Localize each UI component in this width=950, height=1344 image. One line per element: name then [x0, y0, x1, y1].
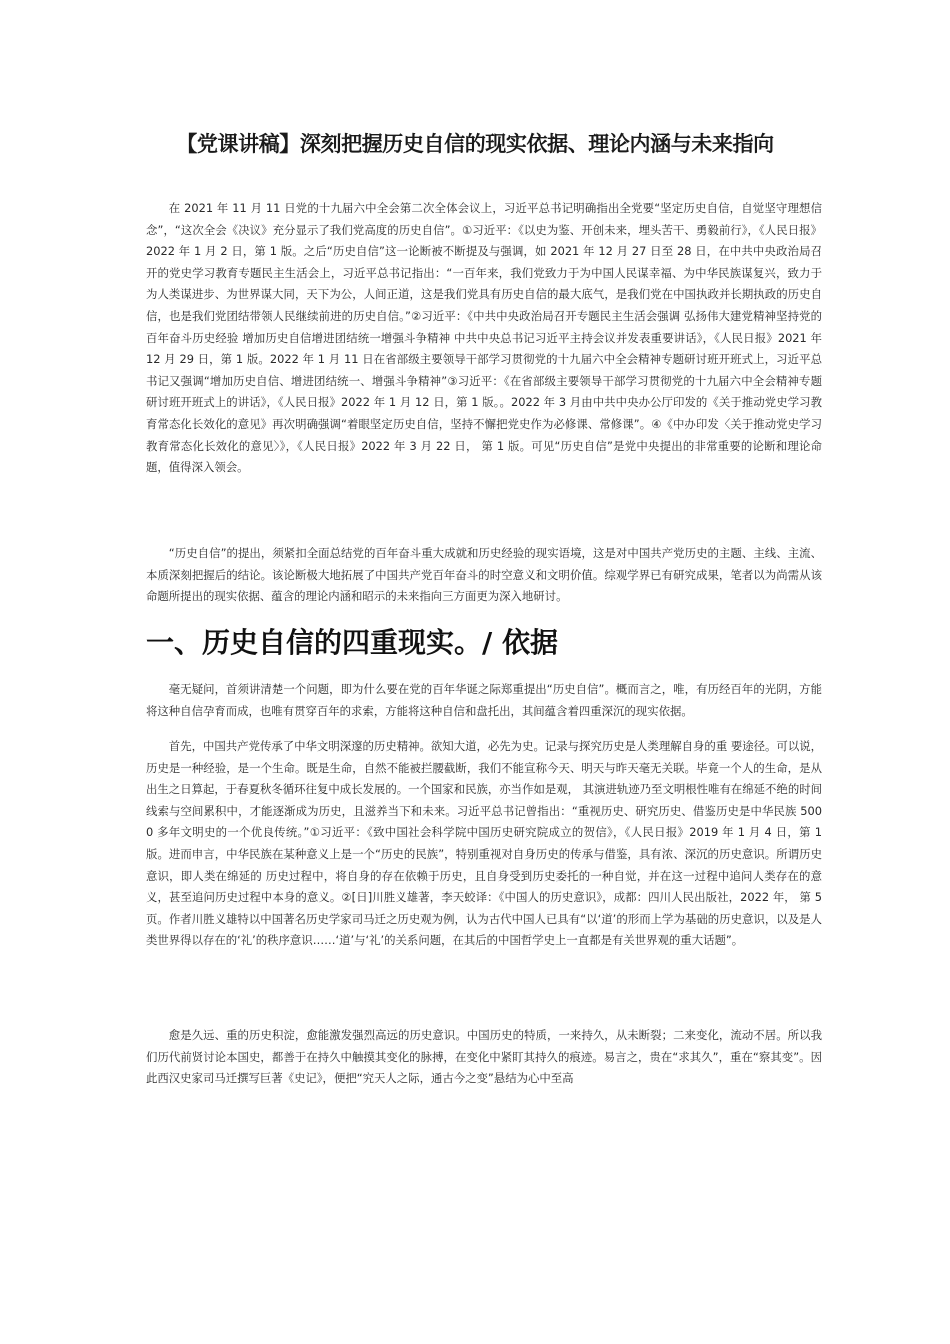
paragraph-history-depth: 愈是久远、重的历史积淀，愈能激发强烈高远的历史意识。中国历史的特质，一来持久，从未断裂；二来变化，流动不居。所以我们历代前贤讨论本国史，都善于在持久中触摸其变化的脉搏，在变化中紧盯其持久的痕迹。易言之，贵在“求其久”，重在“察其变”。因此西汉史家司马迁撰写巨著《史记》，便把“究天人之际，通古今之变”悬结为心中至高: [146, 1028, 822, 1086]
paragraph-section-intro: 毫无疑问，首须讲清楚一个问题，即为什么要在党的百年华诞之际郑重提出“历史自信”。概而言之，唯，有历经百年的光阴，方能将这种自信孕育而成，也唯有贯穿百年的求索，方能将这种自信和盘托出，其间蕴含着四重深沉的现实依据。: [146, 682, 822, 718]
paragraph-context: “历史自信”的提出，须紧扣全面总结党的百年奋斗重大成就和历史经验的现实语境，这是对中国共产党历史的主题、主线、主流、本质深刻把握后的结论。该论断极大地拓展了中国共产党百年奋斗的时空意义和文明价值。综观学界已有研究成果，笔者以为尚需从该命题所提出的现实依据、蕴含的理论内涵和昭示的未来指向三方面更为深入地研讨。: [146, 546, 822, 604]
section-heading: 一、历史自信的四重现实。/ 依据: [146, 626, 558, 659]
document-title: 【党课讲稿】深刻把握历史自信的现实依据、理论内涵与未来指向: [176, 132, 774, 156]
paragraph-first-point: 首先，中国共产党传承了中华文明深邃的历史精神。欲知大道，必先为史。记录与探究历史是人类理解自身的重 要途径。可以说，历史是一种经验，是一个生命。既是生命，自然不能被拦腰截断，我们不能宣称今天、明天与昨天毫无关联。毕竟一个人的生命，是从出生之日算起，于春夏秋冬循环往复中成长发展的。一个国家和民族，亦当作如是观， 其演进轨迹乃至文明根性唯有在绵延不绝的时间线索与空间累积中，才能逐渐成为历史，且滋养当下和未来。习近平总书记曾指出：“重视历史、研究历史、借鉴历史是中华民族 5000 多年文明史的一个优良传统。”①习近平：《致中国社会科学院中国历史研究院成立的贺信》，《人民日报》2019 年 1 月 4 日，第 1 版。进而申言，中华民族在某种意义上是一个“历史的民族”，特别重视对自身历史的传承与借鉴，具有浓、深沉的历史意识。所谓历史意识，即人类在绵延的 历史过程中，将自身的存在依赖于历史，且自身受到历史委托的一种自觉，并在这一过程中追问人类存在的意义，甚至追问历史过程中本身的意义。②[日]川胜义雄著，李天蛟译：《中国人的历史意识》，成都：四川人民出版社，2022 年， 第 5 页。作者川胜义雄特以中国著名历史学家司马迁之历史观为例，认为古代中国人已具有“以‘道’的形而上学为基础的历史意识，以及是人类世界得以存在的‘礼’的秩序意识……‘道’与‘礼’的关系问题，在其后的中国哲学史上一直都是有关世界观的重大话题”。: [146, 739, 822, 948]
paragraph-intro: 在 2021 年 11 月 11 日党的十九届六中全会第二次全体会议上，习近平总书记明确指出全党要“坚定历史自信，自觉坚守理想信念”，“这次全会《决议》充分显示了我们党高度的历史自信”。①习近平：《以史为鉴、开创未来，埋头苦干、勇毅前行》，《人民日报》2022 年 1 月 2 日，第 1 版。之后“历史自信”这一论断被不断提及与强调，如 2021 年 12 月 27 日至 28 日，在中共中央政治局召开的党史学习教育专题民主生活会上，习近平总书记指出：“一百年来，我们党致力于为中国人民谋幸福、为中华民族谋复兴，致力于为人类谋进步、为世界谋大同，天下为公，人间正道，这是我们党具有历史自信的最大底气，是我们党在中国执政并长期执政的历史自信，也是我们党团结带领人民继续前进的历史自信。”②习近平：《中共中央政治局召开专题民主生活会强调 弘扬伟大建党精神坚持党的百年奋斗历史经验 增加历史自信增进团结统一增强斗争精神 中共中央总书记习近平主持会议并发表重要讲话》，《人民日报》2021 年 12 月 29 日，第 1 版。2022 年 1 月 11 日在省部级主要领导干部学习贯彻党的十九届六中全会精神专题研讨班开班式上，习近平总书记又强调“增加历史自信、增进团结统一、增强斗争精神”③习近平：《在省部级主要领导干部学习贯彻党的十九届六中全会精神专题研讨班开班式上的讲话》，《人民日报》2022 年 1 月 12 日，第 1 版。。2022 年 3 月由中共中央办公厅印发的《关于推动党史学习教育常态化长效化的意见》再次明确强调“着眼坚定历史自信，坚持不懈把党史作为必修课、常修课”。④《中办印发〈关于推动党史学习教育常态化长效化的意见〉》，《人民日报》2022 年 3 月 22 日， 第 1 版。可见“历史自信”是党中央提出的非常重要的论断和理论命题，值得深入领会。: [146, 201, 822, 475]
